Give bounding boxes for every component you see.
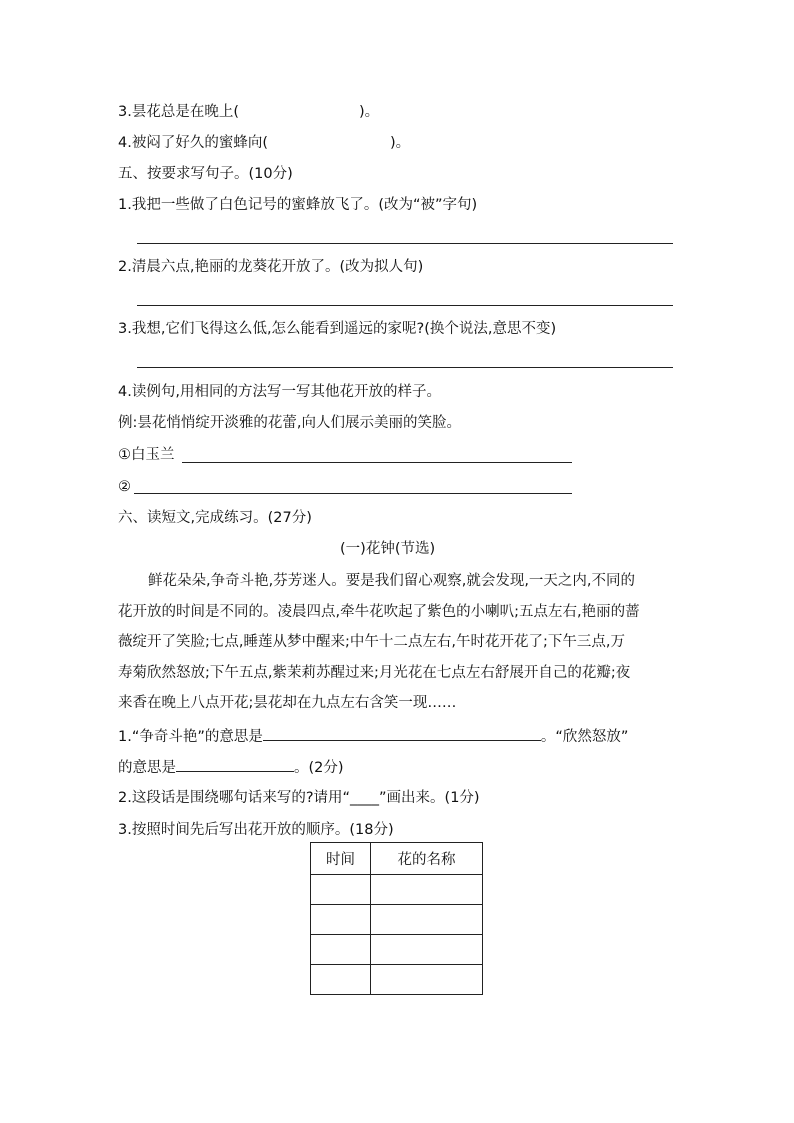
passage-line: 寿菊欣然怒放;下午五点,紫茉莉苏醒过来;月光花在七点左右舒展开自己的花瓣;夜 [118, 664, 631, 681]
section-5-heading: 五、按要求写句子。(10分) [118, 166, 293, 182]
question-4-4-text: 4.被闷了好久的蜜蜂向( [118, 135, 268, 151]
item-2-label: ② [118, 479, 131, 495]
answer-line[interactable] [137, 305, 673, 306]
cell-flower[interactable] [371, 875, 483, 905]
passage-line: 花开放的时间是不同的。凌晨四点,牵牛花吹起了紫色的小喇叭;五点左右,艳丽的蔷 [118, 603, 640, 620]
question-5-2: 2.清晨六点,艳丽的龙葵花开放了。(改为拟人句) [118, 259, 424, 275]
table-header-row [311, 843, 483, 875]
item-magnolia [118, 445, 175, 465]
cell-flower[interactable] [371, 935, 483, 965]
answer-blank[interactable] [263, 726, 541, 741]
table-row [311, 935, 483, 965]
passage-line: 鲜花朵朵,争奇斗艳,芬芳迷人。要是我们留心观察,就会发现,一天之内,不同的 [148, 573, 636, 589]
table-row [311, 905, 483, 935]
question-6-1-cont [118, 757, 344, 778]
flower-time-table [310, 842, 483, 995]
answer-blank[interactable] [176, 757, 294, 772]
cell-time[interactable] [311, 875, 371, 905]
question-4-3-text: 3.昙花总是在晚上( [118, 104, 239, 120]
question-5-1: 1.我把一些做了白色记号的蜜蜂放飞了。(改为“被”字句) [118, 197, 478, 213]
question-6-1-text-b: 。“欣然怒放” [540, 729, 629, 745]
section-6-heading: 六、读短文,完成练习。(27分) [118, 510, 312, 526]
question-6-3: 3.按照时间先后写出花开放的顺序。(18分) [118, 822, 394, 838]
question-6-1-text: 1.“争奇斗艳”的意思是 [118, 729, 263, 745]
answer-line[interactable] [182, 462, 572, 463]
cell-time[interactable] [311, 965, 371, 995]
cell-flower[interactable] [371, 965, 483, 995]
item-blank-2 [118, 477, 131, 497]
question-4-3-end: )。 [359, 104, 380, 120]
question-5-4: 4.读例句,用相同的方法写一写其他花开放的样子。 [118, 384, 441, 400]
question-4-4 [118, 133, 410, 153]
item-magnolia-label: ①白玉兰 [118, 447, 175, 463]
passage-line: 薇绽开了笑脸;七点,睡莲从梦中醒来;中午十二点左右,午时花开花了;下午三点,万 [118, 634, 625, 650]
table-row [311, 965, 483, 995]
question-6-1-score: 。(2分) [294, 760, 344, 776]
question-4-3 [118, 102, 379, 122]
question-4-4-end: )。 [390, 135, 411, 151]
table-row [311, 875, 483, 905]
answer-line[interactable] [137, 243, 673, 244]
question-6-1-text-c: 的意思是 [118, 760, 176, 776]
answer-line[interactable] [137, 367, 673, 368]
passage [118, 566, 676, 719]
question-6-1 [118, 726, 628, 747]
answer-line[interactable] [134, 493, 572, 494]
question-6-2: 2.这段话是围绕哪句话来写的?请用“____”画出来。(1分) [118, 790, 480, 806]
col-header-time: 时间 [311, 843, 371, 875]
cell-time[interactable] [311, 905, 371, 935]
passage-title: (一)花钟(节选) [340, 541, 436, 557]
cell-time[interactable] [311, 935, 371, 965]
cell-flower[interactable] [371, 905, 483, 935]
col-header-flower: 花的名称 [371, 843, 483, 875]
passage-line: 来香在晚上八点开花;昙花却在九点左右含笑一现…… [118, 695, 457, 711]
question-5-3: 3.我想,它们飞得这么低,怎么能看到遥远的家呢?(换个说法,意思不变) [118, 321, 557, 337]
example-sentence: 例:昙花悄悄绽开淡雅的花蕾,向人们展示美丽的笑脸。 [118, 415, 461, 431]
